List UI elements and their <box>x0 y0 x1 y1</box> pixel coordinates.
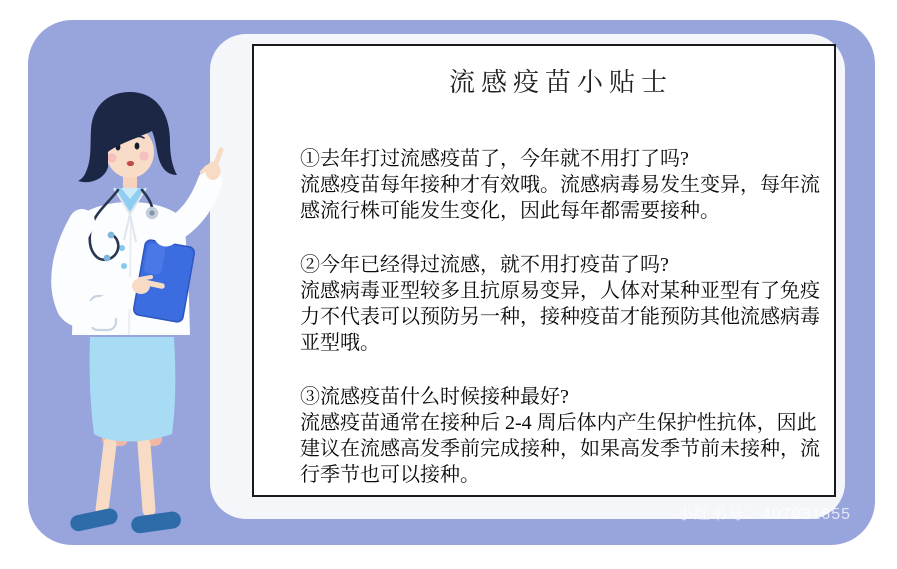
doctor-right-arm <box>166 182 210 234</box>
tip-section-1 <box>300 146 822 224</box>
doctor-illustration <box>48 82 238 545</box>
tip-question: ②今年已经得过流感，就不用打疫苗了吗? <box>300 254 669 276</box>
doctor-shoes <box>69 507 182 534</box>
tips-sections <box>300 146 822 488</box>
doctor-legs <box>102 432 162 510</box>
tips-box <box>252 44 836 497</box>
doctor-head <box>78 92 177 182</box>
tip-answer: 流感疫苗每年接种才有效哦。流感病毒易发生变异，每年流感流行株可能发生变化，因此每年都需要接种。 <box>300 174 820 222</box>
tip-answer: 流感病毒亚型较多且抗原易变异，人体对某种亚型有了免疫力不代表可以预防另一种，接种疫苗才能预防其他流感病毒亚型哦。 <box>300 280 820 354</box>
tip-section-3 <box>300 384 822 488</box>
tip-answer: 流感疫苗通常在接种后 2-4 周后体内产生保护性抗体，因此建议在流感高发季前完成接种，如果高发季节前未接种，流行季节也可以接种。 <box>300 412 820 486</box>
tip-question: ③流感疫苗什么时候接种最好? <box>300 386 569 408</box>
tip-section-2 <box>300 252 822 356</box>
page-title: 流感疫苗小贴士 <box>448 68 673 97</box>
doctor-skirt <box>90 337 176 442</box>
tip-question: ①去年打过流感疫苗了，今年就不用打了吗? <box>300 148 689 170</box>
watermark: 小红书号：407931655 <box>676 506 851 523</box>
